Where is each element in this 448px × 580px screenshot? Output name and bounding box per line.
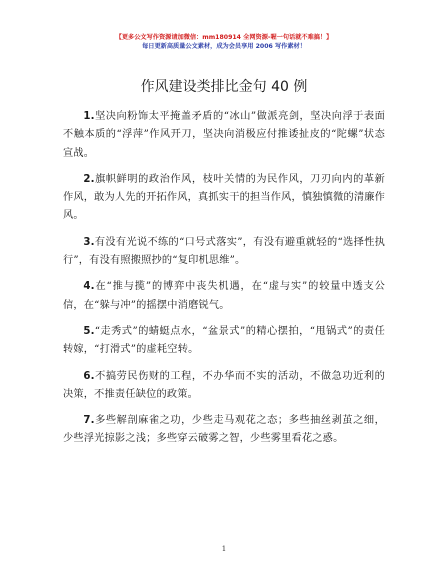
promo-banner [0, 33, 448, 51]
paragraph-text: 坚决向粉饰太平掩盖矛盾的“冰山”做派亮剑，坚决向浮于表面不触本质的“浮萍”作风开刀，坚决向消极应付推诿扯皮的“陀螺”状态宣战。 [63, 111, 385, 159]
paragraph-text: 旗帜鲜明的政治作风，枝叶关情的为民作风，刀刃向内的革新作风，敢为人先的开拓作风，真抓实干的担当作风，慎独慎微的清廉作风。 [63, 173, 386, 222]
paragraph [63, 234, 385, 271]
paragraph-text: “走秀式”的蜻蜓点水，“盆景式”的精心摆拍，“甩锅式”的责任转嫁，“打滑式”的虚耗空转。 [63, 325, 385, 356]
paragraph-text: 不搞劳民伤财的工程，不办华而不实的活动，不做急功近利的决策，不推责任缺位的政策。 [63, 370, 385, 400]
banner-line-1: 【更多公文写作资源请加微信：mm180914 全网资源-喔一句话就不难搞！】 [115, 34, 333, 41]
paragraph-text: 有没有光说不练的“口号式落实”，有没有避重就轻的“选择性执行”，有没有照搬照抄的“复印机思维”。 [63, 236, 385, 267]
paragraph-number: 3. [83, 236, 95, 248]
paragraph [63, 108, 385, 163]
paragraph-text: 在“推与揽”的博弈中丧失机遇，在“虚与实”的较量中透支公信，在“躲与冲”的摇摆中消磨锐气。 [63, 281, 385, 311]
paragraph-number: 4. [83, 281, 95, 293]
paragraph [63, 171, 385, 226]
paragraph-number: 2. [83, 173, 95, 185]
paragraph-text: 多些解剖麻雀之功，少些走马观花之态；多些抽丝剥茧之细，少些浮光掠影之浅；多些穿云破雾之智，少些雾里看花之惑。 [63, 415, 385, 445]
paragraph [63, 323, 385, 360]
paragraph [63, 368, 385, 405]
page-number: 1 [221, 545, 227, 553]
document-body [63, 108, 385, 457]
paragraph [63, 412, 385, 449]
banner-line-2: 每日更新高质量公文素材，成为会员享用 2006 写作素材！ [142, 43, 306, 50]
paragraph-number: 1. [83, 111, 95, 122]
document-title: 作风建设类排比金句 40 例 [140, 79, 308, 95]
paragraph [63, 278, 385, 315]
paragraph-number: 7. [83, 415, 95, 427]
paragraph-number: 5. [83, 325, 95, 337]
paragraph-number: 6. [83, 370, 95, 382]
